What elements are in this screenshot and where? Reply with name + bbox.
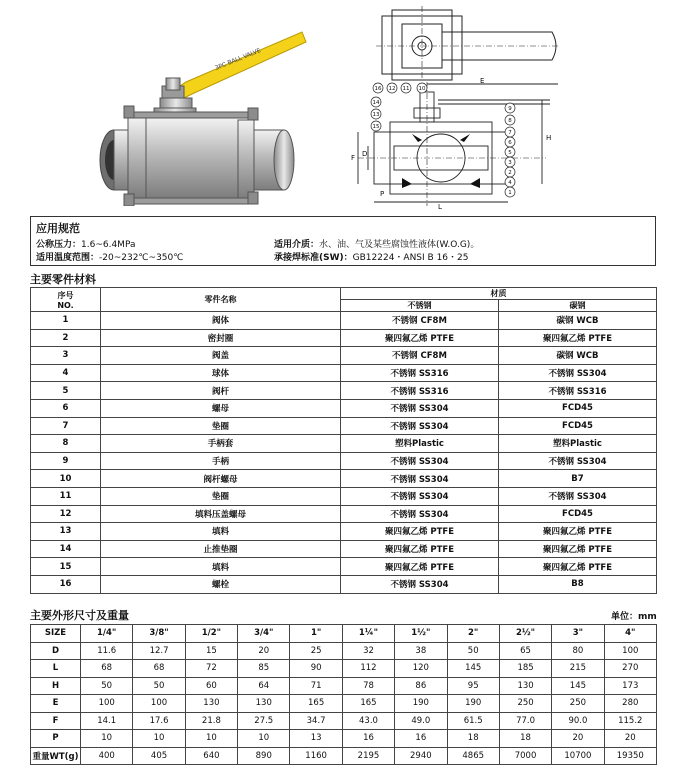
value-cell: 270 [604,660,656,678]
cell-stainless: 不锈钢 CF8M [341,347,499,365]
value-cell: 25 [290,642,342,660]
table-row [31,730,657,748]
cell-stainless: 聚四氟乙烯 PTFE [341,523,499,541]
dim-label-e: E [480,78,485,85]
top-view-drawing [372,4,562,82]
svg-text:16: 16 [374,86,382,92]
materials-title: 主要零件材料 [30,273,96,286]
svg-text:8: 8 [508,118,512,124]
cell-no: 7 [31,417,101,435]
cell-no: 14 [31,540,101,558]
cell-carbon: B8 [499,575,657,593]
unit-label: 单位：mm [611,612,657,622]
value-cell: 12.7 [133,642,185,660]
col-no-header: 序号 NO. [31,288,101,312]
table-row [31,523,657,541]
cell-name: 止推垫圈 [101,540,341,558]
cell-carbon: 聚四氟乙烯 PTFE [499,329,657,347]
value-cell: 20 [238,642,290,660]
value-cell: 43.0 [342,712,394,730]
value-cell: 145 [447,660,499,678]
cell-name: 手柄套 [101,435,341,453]
application-spec-box [30,216,656,266]
table-row [31,312,657,330]
row-label: H [31,677,81,695]
value-cell: 7000 [499,747,551,765]
svg-text:10: 10 [418,86,426,92]
table-row [31,747,657,765]
value-cell: 280 [604,695,656,713]
svg-text:11: 11 [402,86,410,92]
cell-name: 填料压盖螺母 [101,505,341,523]
cell-no: 13 [31,523,101,541]
table-row [31,347,657,365]
cell-stainless: 不锈钢 SS316 [341,364,499,382]
cell-carbon: 不锈钢 SS304 [499,364,657,382]
size-cell: 3/4" [238,625,290,643]
table-row [31,417,657,435]
value-cell: 20 [604,730,656,748]
cell-no: 12 [31,505,101,523]
size-cell: 1¼" [342,625,394,643]
callout [371,121,381,131]
cell-no: 3 [31,347,101,365]
size-label: SIZE [31,625,81,643]
value-cell: 64 [238,677,290,695]
callout [505,127,515,137]
spec-pressure: 公称压力：1.6~6.4MPa [36,240,136,250]
cell-carbon: 聚四氟乙烯 PTFE [499,558,657,576]
row-label: P [31,730,81,748]
cell-name: 密封圈 [101,329,341,347]
row-label: L [31,660,81,678]
dimensions-title: 主要外形尺寸及重量 [30,609,129,622]
col-carbon-header: 碳钢 [499,300,657,312]
cell-name: 阀杆 [101,382,341,400]
value-cell: 640 [185,747,237,765]
dim-label-d: D [362,150,368,158]
cell-carbon: FCD45 [499,399,657,417]
value-cell: 77.0 [499,712,551,730]
svg-text:3: 3 [508,160,512,166]
value-cell: 17.6 [133,712,185,730]
svg-text:9: 9 [508,106,512,112]
handle-text: 3PC BALL VALVE [214,47,262,72]
callout [505,147,515,157]
value-cell: 130 [499,677,551,695]
value-cell: 78 [342,677,394,695]
value-cell: 15 [185,642,237,660]
callout [417,83,427,93]
value-cell: 10700 [552,747,604,765]
value-cell: 86 [395,677,447,695]
value-cell: 19350 [604,747,656,765]
cell-stainless: 不锈钢 CF8M [341,312,499,330]
value-cell: 2940 [395,747,447,765]
col-material-header: 材质 [341,288,657,300]
row-label: E [31,695,81,713]
value-cell: 120 [395,660,447,678]
table-row [31,712,657,730]
cell-stainless: 不锈钢 SS304 [341,487,499,505]
spec-title: 应用规范 [36,222,80,235]
cell-stainless: 聚四氟乙烯 PTFE [341,558,499,576]
svg-text:4: 4 [508,180,512,186]
callout [373,83,383,93]
value-cell: 20 [552,730,604,748]
value-cell: 190 [447,695,499,713]
value-cell: 61.5 [447,712,499,730]
callout [505,167,515,177]
callout [505,115,515,125]
value-cell: 90.0 [552,712,604,730]
size-cell: 1/2" [185,625,237,643]
value-cell: 85 [238,660,290,678]
value-cell: 32 [342,642,394,660]
cell-carbon: 聚四氟乙烯 PTFE [499,540,657,558]
svg-text:6: 6 [508,140,512,146]
svg-text:2: 2 [508,170,512,176]
cell-stainless: 不锈钢 SS316 [341,382,499,400]
cell-stainless: 聚四氟乙烯 PTFE [341,540,499,558]
cell-carbon: 碳钢 WCB [499,347,657,365]
row-label: 重量WT(g) [31,747,81,765]
svg-text:5: 5 [508,150,512,156]
svg-text:15: 15 [372,124,380,130]
value-cell: 112 [342,660,394,678]
value-cell: 50 [133,677,185,695]
cell-no: 8 [31,435,101,453]
cell-carbon: FCD45 [499,505,657,523]
value-cell: 14.1 [81,712,133,730]
value-cell: 72 [185,660,237,678]
value-cell: 130 [185,695,237,713]
cell-carbon: 聚四氟乙烯 PTFE [499,523,657,541]
cell-name: 螺栓 [101,575,341,593]
row-label: F [31,712,81,730]
value-cell: 95 [447,677,499,695]
valve-body [100,106,294,206]
cell-stainless: 聚四氟乙烯 PTFE [341,329,499,347]
value-cell: 13 [290,730,342,748]
table-row [31,382,657,400]
value-cell: 11.6 [81,642,133,660]
callout [505,103,515,113]
value-cell: 250 [552,695,604,713]
cell-carbon: 不锈钢 SS304 [499,452,657,470]
dim-label-l: L [438,203,442,210]
size-cell: 4" [604,625,656,643]
size-cell: 2" [447,625,499,643]
cell-carbon: 碳钢 WCB [499,312,657,330]
spec-medium: 适用介质：水、油、气及某些腐蚀性液体(W.O.G)。 [274,240,480,250]
cell-name: 垫圈 [101,417,341,435]
callout [387,83,397,93]
col-name-header: 零件名称 [101,288,341,312]
value-cell: 165 [290,695,342,713]
cell-no: 5 [31,382,101,400]
table-row [31,487,657,505]
table-row [31,505,657,523]
table-row [31,364,657,382]
value-cell: 49.0 [395,712,447,730]
cell-carbon: 不锈钢 SS316 [499,382,657,400]
cell-name: 阀杆螺母 [101,470,341,488]
value-cell: 68 [81,660,133,678]
value-cell: 890 [238,747,290,765]
cell-no: 10 [31,470,101,488]
table-row [31,677,657,695]
cell-no: 4 [31,364,101,382]
value-cell: 80 [552,642,604,660]
value-cell: 10 [81,730,133,748]
value-cell: 38 [395,642,447,660]
cell-no: 1 [31,312,101,330]
cell-stainless: 不锈钢 SS304 [341,470,499,488]
cell-no: 15 [31,558,101,576]
cell-carbon: 不锈钢 SS304 [499,487,657,505]
value-cell: 165 [342,695,394,713]
value-cell: 1160 [290,747,342,765]
callout [401,83,411,93]
cell-carbon: FCD45 [499,417,657,435]
dim-label-f: F [351,154,356,162]
table-row [31,399,657,417]
dim-label-h: H [546,134,552,142]
cell-name: 阀盖 [101,347,341,365]
value-cell: 185 [499,660,551,678]
size-cell: 1/4" [81,625,133,643]
cell-name: 填料 [101,558,341,576]
table-row [31,642,657,660]
cell-name: 球体 [101,364,341,382]
value-cell: 173 [604,677,656,695]
dimensions-table [30,624,657,765]
value-cell: 90 [290,660,342,678]
cell-stainless: 不锈钢 SS304 [341,505,499,523]
cell-carbon: B7 [499,470,657,488]
cell-stainless: 不锈钢 SS304 [341,452,499,470]
value-cell: 405 [133,747,185,765]
spec-sw-standard: 承接焊标准(SW)：GB12224・ANSI B 16・25 [274,253,469,263]
value-cell: 4865 [447,747,499,765]
cell-carbon: 塑料Plastic [499,435,657,453]
value-cell: 21.8 [185,712,237,730]
cell-stainless: 不锈钢 SS304 [341,399,499,417]
value-cell: 16 [342,730,394,748]
table-row [31,452,657,470]
svg-text:14: 14 [372,100,380,106]
size-row [31,625,657,643]
cell-name: 手柄 [101,452,341,470]
svg-text:12: 12 [388,86,396,92]
callout [505,137,515,147]
cell-name: 填料 [101,523,341,541]
value-cell: 2195 [342,747,394,765]
col-stainless-header: 不锈钢 [341,300,499,312]
value-cell: 215 [552,660,604,678]
value-cell: 50 [447,642,499,660]
svg-text:1: 1 [508,190,512,196]
size-cell: 2½" [499,625,551,643]
handle [162,32,306,102]
cell-no: 9 [31,452,101,470]
value-cell: 190 [395,695,447,713]
value-cell: 100 [81,695,133,713]
value-cell: 60 [185,677,237,695]
row-label: D [31,642,81,660]
cell-name: 螺母 [101,399,341,417]
size-cell: 3/8" [133,625,185,643]
cell-name: 阀体 [101,312,341,330]
value-cell: 115.2 [604,712,656,730]
size-cell: 3" [552,625,604,643]
cell-stainless: 不锈钢 SS304 [341,575,499,593]
cell-name: 垫圈 [101,487,341,505]
ball-valve-photo [88,18,320,206]
value-cell: 16 [395,730,447,748]
value-cell: 18 [447,730,499,748]
spec-temperature: 适用温度范围：-20~232℃~350℃ [36,253,184,263]
value-cell: 100 [604,642,656,660]
cell-stainless: 不锈钢 SS304 [341,417,499,435]
value-cell: 65 [499,642,551,660]
value-cell: 130 [238,695,290,713]
callout [371,109,381,119]
value-cell: 10 [238,730,290,748]
value-cell: 100 [133,695,185,713]
value-cell: 34.7 [290,712,342,730]
cell-no: 11 [31,487,101,505]
dim-label-p: P [380,190,385,198]
table-row [31,695,657,713]
svg-text:7: 7 [508,130,512,136]
section-view-drawing [350,78,565,210]
value-cell: 18 [499,730,551,748]
callout [505,177,515,187]
value-cell: 400 [81,747,133,765]
table-row [31,329,657,347]
value-cell: 71 [290,677,342,695]
table-row [31,540,657,558]
value-cell: 27.5 [238,712,290,730]
svg-text:13: 13 [372,112,380,118]
value-cell: 250 [499,695,551,713]
callout [371,97,381,107]
table-row [31,558,657,576]
cell-no: 2 [31,329,101,347]
table-row [31,435,657,453]
table-row [31,660,657,678]
value-cell: 10 [133,730,185,748]
cell-stainless: 塑料Plastic [341,435,499,453]
size-cell: 1½" [395,625,447,643]
value-cell: 68 [133,660,185,678]
value-cell: 10 [185,730,237,748]
value-cell: 145 [552,677,604,695]
callout [505,187,515,197]
table-row [31,470,657,488]
cell-no: 16 [31,575,101,593]
cell-no: 6 [31,399,101,417]
size-cell: 1" [290,625,342,643]
table-row [31,575,657,593]
callout [505,157,515,167]
value-cell: 50 [81,677,133,695]
materials-table [30,287,657,594]
